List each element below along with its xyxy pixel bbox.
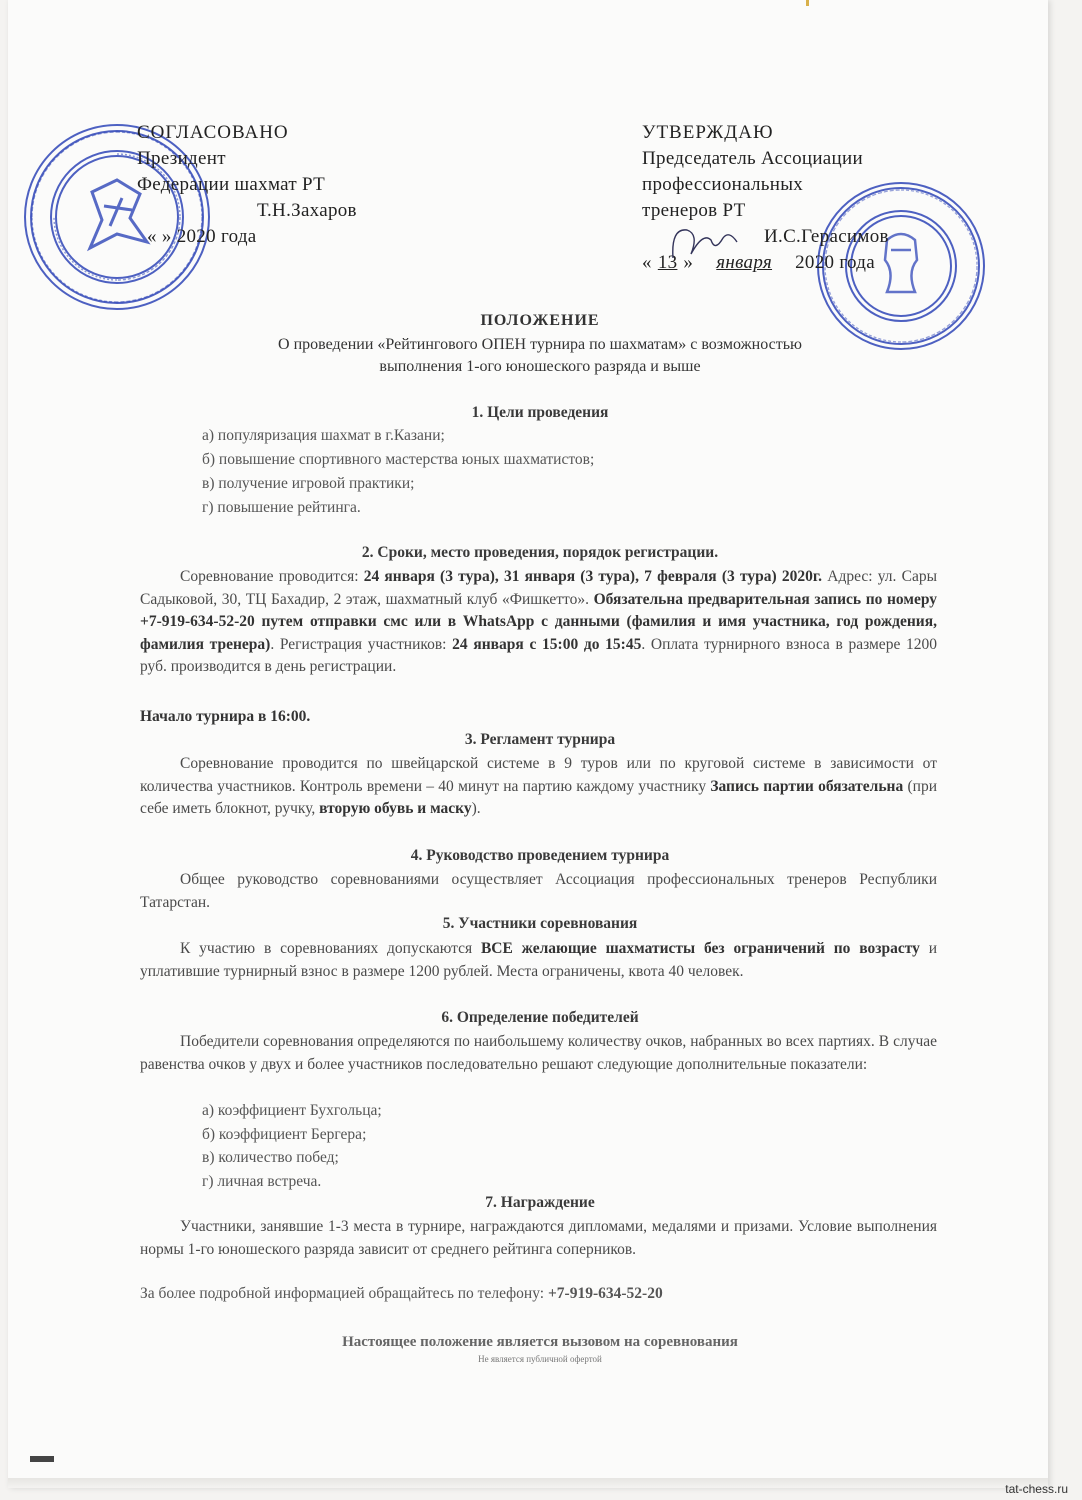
text-run: Соревнование проводится: <box>180 568 364 585</box>
list-item: в) количество побед; <box>202 1149 339 1166</box>
text-run: ). <box>471 800 481 817</box>
section-6-title: 6. Определение победителей <box>441 1009 639 1026</box>
section-7-title: 7. Награждение <box>485 1194 595 1211</box>
shoes-mask-bold: вторую обувь и маску <box>319 800 472 817</box>
dates-bold: 24 января (3 тура), 31 января (3 тура), 7 февраля (3 тура) 2020г. <box>363 568 823 585</box>
document-title: ПОЛОЖЕНИЕ <box>480 312 600 329</box>
text-run: . Регистрация участников: <box>270 635 453 653</box>
coaches-label: тренеров РТ <box>642 200 746 221</box>
approve-label: УТВЕРЖДАЮ <box>642 122 774 143</box>
subtitle-line-1: О проведении «Рейтингового ОПЕН турнира по шахматам» с возможностью <box>278 336 802 353</box>
section-4-text: Общее руководство соревнованиями осуществляет Ассоциация профессиональных тренеров Республики Татарстан. <box>140 871 937 911</box>
list-item: в) получение игровой практики; <box>202 475 415 492</box>
contact-phone: +7-919-634-52-20 <box>547 1285 663 1302</box>
section-4-title: 4. Руководство проведением турнира <box>410 847 670 864</box>
date-day: 13 <box>657 252 678 273</box>
site-watermark: tat-chess.ru <box>1005 1482 1068 1496</box>
signer-name-right: И.С.Герасимов <box>764 226 889 247</box>
list-item: б) коэффициент Бергера; <box>202 1126 367 1143</box>
section-7-text: Участники, занявшие 1-3 места в турнире, награждаются дипломами, медалями и призами. Условие выполнения нормы 1-го юношеского разряда зависит от среднего рейтинга соперников. <box>140 1218 937 1258</box>
registration-time-bold: 24 января с 15:00 до 15:45 <box>452 635 642 653</box>
list-item: а) популяризация шахмат в г.Казани; <box>202 427 445 444</box>
president-label: Президент <box>137 148 226 169</box>
section-2-title: 2. Сроки, место проведения, порядок регистрации. <box>361 544 719 561</box>
start-time: Начало турнира в 16:00. <box>140 708 311 725</box>
professional-label: профессиональных <box>642 174 804 195</box>
date-year: 2020 года <box>795 252 875 273</box>
federation-label: Федерации шахмат РТ <box>137 174 326 195</box>
subtitle-line-2: выполнения 1-ого юношеского разряда и выше <box>379 358 701 375</box>
text-run: (при себе иметь блокнот, ручку, <box>140 777 937 817</box>
list-item: а) коэффициент Бухгольца; <box>202 1102 382 1119</box>
scan-top-mark <box>806 0 809 6</box>
text-run: и уплатившие турнирный взнос в размере 1200 рублей. Места ограничены, квота 40 человек. <box>140 940 938 980</box>
agreed-label: СОГЛАСОВАНО <box>137 122 289 143</box>
text-run: К участию в соревнованиях допускаются <box>180 940 481 957</box>
footer-note: Не является публичной офертой <box>478 1354 602 1364</box>
contact-text: За более подробной информацией обращайтесь по телефону: <box>140 1285 548 1302</box>
section-6-text: Победители соревнования определяются по наибольшему количеству очков, набранных во всех партиях. В случае равенства очков у двух и более участников последовательно решают следующие дополнительные показатели: <box>140 1033 937 1073</box>
approval-block-left <box>137 120 437 250</box>
text-run: . Оплата турнирного взноса в размере 1200 руб. производится в день регистрации. <box>140 635 938 675</box>
list-item: г) повышение рейтинга. <box>202 499 361 516</box>
footer-title: Настоящее положение является вызовом на соревнования <box>342 1334 738 1350</box>
section-5-title: 5. Участники соревнования <box>442 915 638 932</box>
scan-edge-mark <box>30 1456 54 1462</box>
recording-bold: Запись партии обязательна <box>710 777 904 795</box>
all-players-bold: ВСЕ желающие шахматисты без ограничений по возрасту <box>480 940 920 957</box>
sheet-bottom-shadow <box>8 1478 1048 1488</box>
date-right: « 13 » января 2020 года <box>642 252 875 273</box>
text-run: Адрес: ул. Сары Садыковой, 30, ТЦ Бахадир, 2 этаж, шахматный клуб «Фишкетто». <box>140 568 937 608</box>
signer-name-left: Т.Н.Захаров <box>257 200 357 221</box>
text-run: Соревнование проводится по швейцарской системе в 9 туров или по круговой системе в зависимости от количества участников. Контроль времени – 40 минут на партию каждому участнику <box>140 755 937 795</box>
list-item: б) повышение спортивного мастерства юных шахматистов; <box>202 451 595 468</box>
list-item: г) личная встреча. <box>202 1173 322 1190</box>
section-3-title: 3. Регламент турнира <box>464 731 616 748</box>
signature-right <box>663 218 743 268</box>
contact-line <box>140 1285 663 1303</box>
chairman-label: Председатель Ассоциации <box>642 148 863 169</box>
date-left: « » 2020 года <box>147 226 257 247</box>
document-subtitle <box>140 334 940 378</box>
section-1-title: 1. Цели проведения <box>471 404 609 421</box>
section-5-text <box>140 938 937 983</box>
date-month: января <box>716 252 773 273</box>
section-2-text <box>140 566 937 679</box>
registration-bold: Обязательна предварительная запись по номеру +7-919-634-52-20 путем отправки смс или в WhatsApp с данными (фамилия и имя участника, год рождения, фамилия тренера) <box>140 590 937 653</box>
section-3-text <box>140 753 937 821</box>
